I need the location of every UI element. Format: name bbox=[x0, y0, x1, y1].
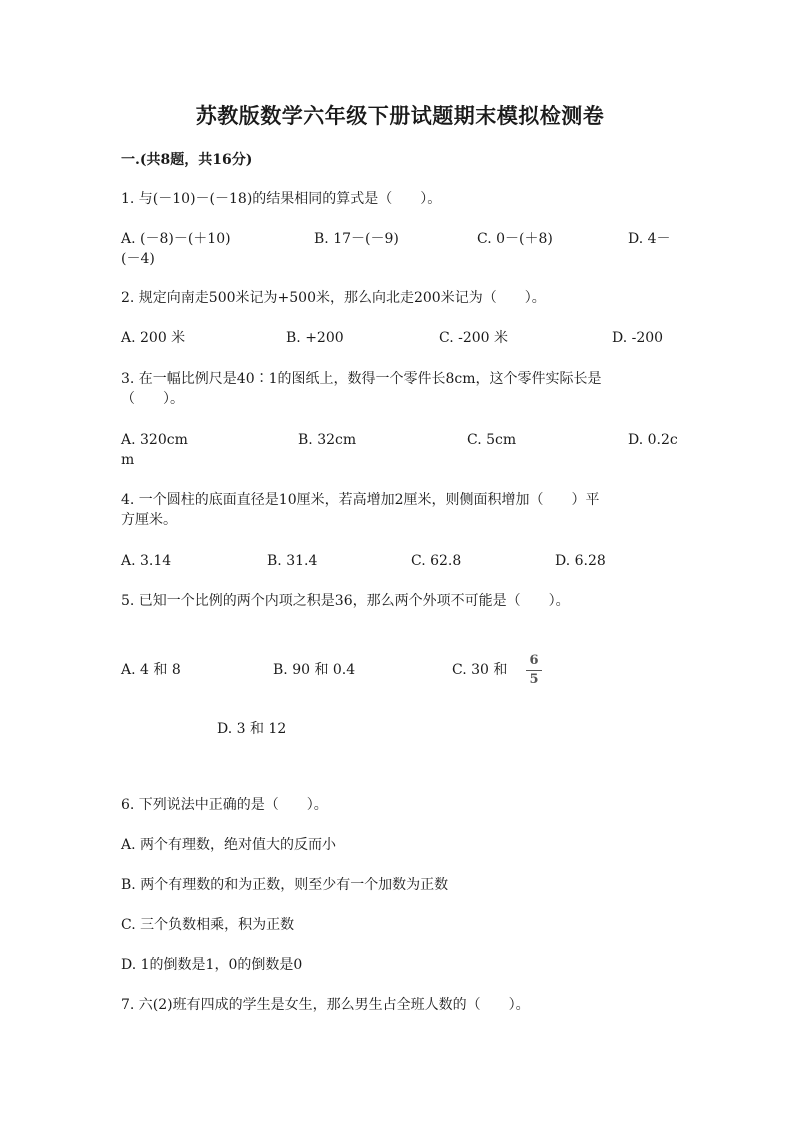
question-6-stem: 6. 下列说法中正确的是（ ）。 bbox=[121, 797, 328, 813]
question-7-stem: 7. 六(2)班有四成的学生是女生，那么男生占全班人数的（ ）。 bbox=[121, 997, 530, 1013]
question-2-option-c: C. -200 米 bbox=[439, 330, 509, 346]
question-5-option-a: A. 4 和 8 bbox=[121, 662, 181, 678]
question-4-stem-line-2: 方厘米。 bbox=[121, 512, 177, 528]
fraction-numerator: 6 bbox=[529, 653, 539, 668]
question-6-option-c: C. 三个负数相乘，积为正数 bbox=[121, 917, 295, 933]
question-1-option-b: B. 17－(－9) bbox=[314, 231, 399, 247]
question-6-option-d: D. 1的倒数是1，0的倒数是0 bbox=[121, 957, 303, 973]
question-3-option-c: C. 5cm bbox=[467, 432, 517, 448]
question-1-option-c: C. 0－(＋8) bbox=[477, 231, 553, 247]
question-4-option-a: A. 3.14 bbox=[121, 553, 172, 569]
section-header: 一.(共8题，共16分) bbox=[121, 152, 253, 168]
question-4-stem-line-1: 4. 一个圆柱的底面直径是10厘米，若高增加2厘米，则侧面积增加（ ）平 bbox=[121, 492, 600, 508]
question-4-option-d: D. 6.28 bbox=[555, 553, 606, 569]
question-1-stem: 1. 与(－10)－(－18)的结果相同的算式是（ ）。 bbox=[121, 191, 442, 207]
question-3-stem-line-2: （ ）。 bbox=[121, 391, 184, 407]
question-2-option-b: B. +200 bbox=[286, 330, 344, 346]
question-3-option-d: D. 0.2c bbox=[628, 432, 678, 448]
question-3-option-a: A. 320cm bbox=[121, 432, 188, 448]
question-2-stem: 2. 规定向南走500米记为+500米，那么向北走200米记为（ ）。 bbox=[121, 290, 546, 306]
fraction-bar bbox=[526, 670, 542, 671]
question-5-option-b: B. 90 和 0.4 bbox=[273, 662, 356, 678]
question-6-option-a: A. 两个有理数，绝对值大的反而小 bbox=[121, 837, 337, 853]
question-2-option-d: D. -200 bbox=[612, 330, 664, 346]
question-5-option-c: C. 30 和 bbox=[452, 662, 508, 678]
question-3-option-b: B. 32cm bbox=[298, 432, 357, 448]
question-1-option-d-cont: (－4) bbox=[121, 251, 155, 267]
question-4-option-b: B. 31.4 bbox=[267, 553, 318, 569]
question-3-stem-line-1: 3. 在一幅比例尺是40∶1的图纸上，数得一个零件长8cm，这个零件实际长是 bbox=[121, 371, 602, 387]
question-6-option-b: B. 两个有理数的和为正数，则至少有一个加数为正数 bbox=[121, 877, 449, 893]
question-4-option-c: C. 62.8 bbox=[411, 553, 462, 569]
question-5-stem: 5. 已知一个比例的两个内项之积是36，那么两个外项不可能是（ ）。 bbox=[121, 593, 570, 609]
page-title: 苏教版数学六年级下册试题期末模拟检测卷 bbox=[195, 103, 605, 128]
question-1-option-a: A. (－8)－(＋10) bbox=[121, 231, 231, 247]
question-2-option-a: A. 200 米 bbox=[121, 330, 186, 346]
fraction-denominator: 5 bbox=[529, 672, 539, 687]
question-1-option-d: D. 4－ bbox=[628, 231, 671, 247]
question-3-option-d-cont: m bbox=[121, 452, 135, 468]
question-5-option-c-fraction bbox=[526, 653, 542, 688]
question-5-option-d: D. 3 和 12 bbox=[217, 721, 287, 737]
